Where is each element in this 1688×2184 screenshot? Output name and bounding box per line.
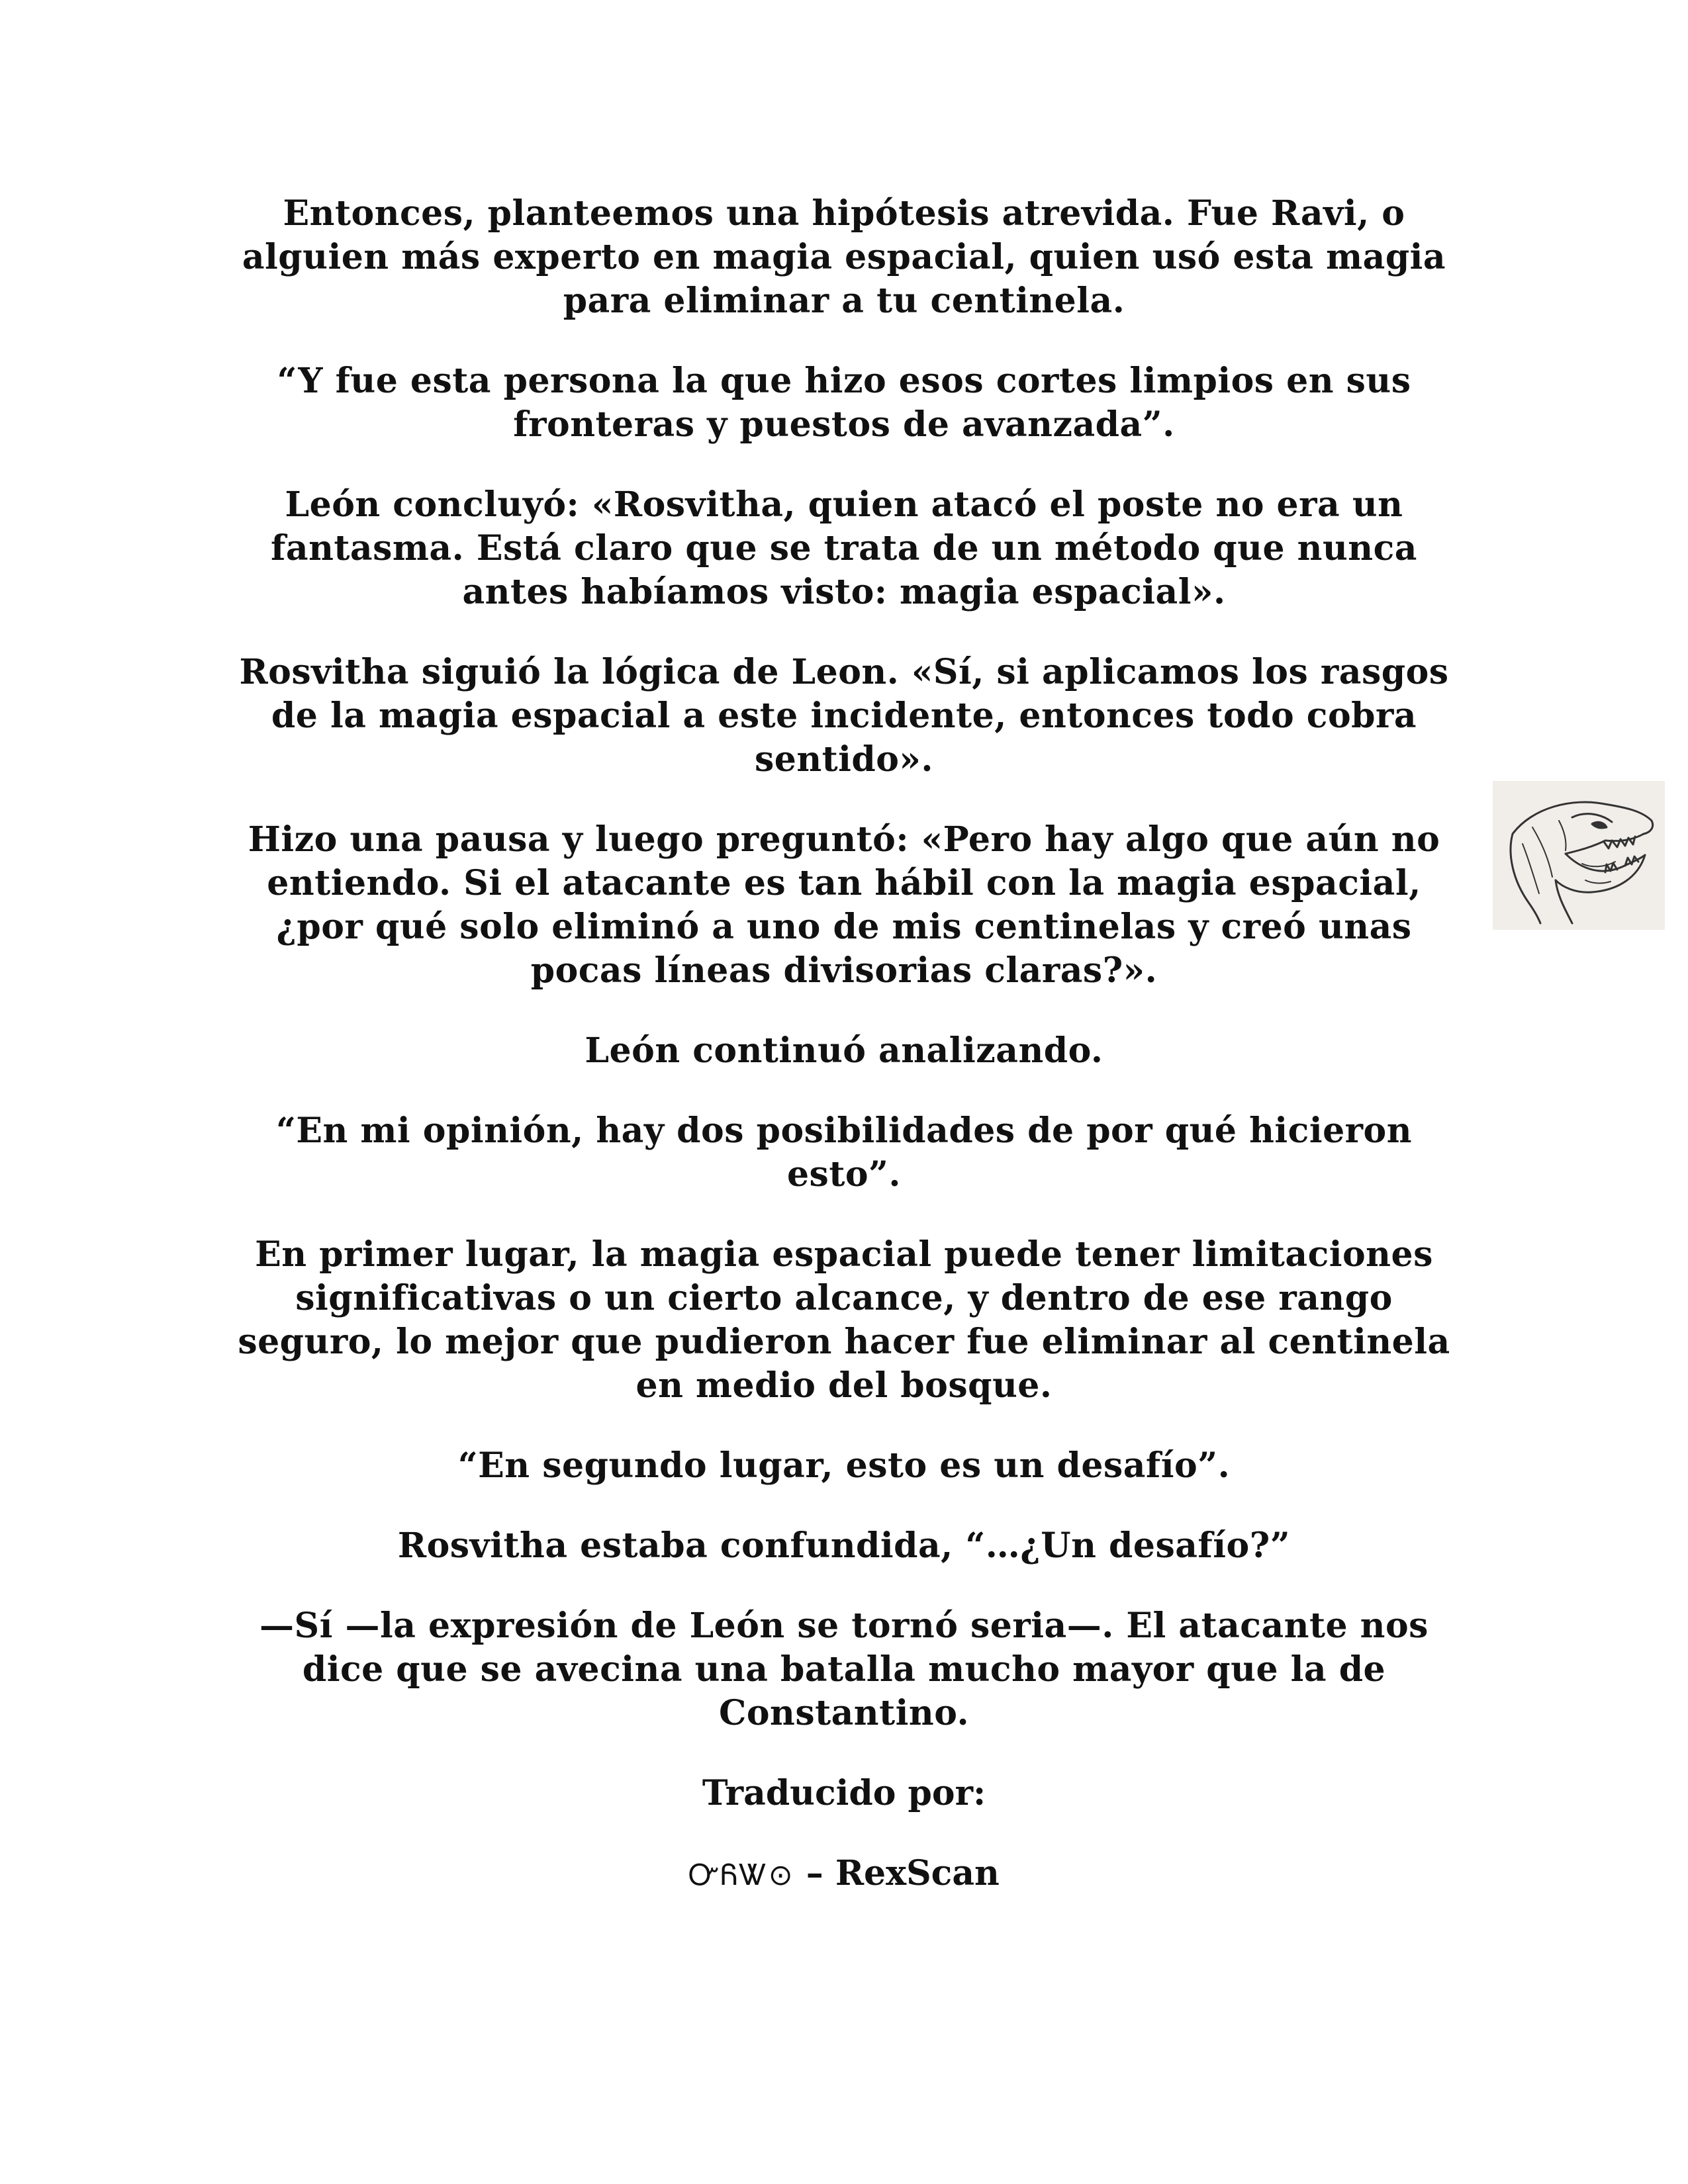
paragraph: Rosvitha estaba confundida, “…¿Un desafío?” bbox=[397, 1525, 1291, 1566]
paragraph: “Y fue esta persona la que hizo esos cortes limpios en sus fronteras y puestos de avanzada”. bbox=[277, 361, 1411, 445]
paragraph: —Sí —la expresión de León se tornó seria—. El atacante nos dice que se avecina una batalla mucho mayor que la de Constantino. bbox=[259, 1606, 1429, 1733]
paragraph: Hizo una pausa y luego preguntó: «Pero hay algo que aún no entiendo. Si el atacante es tan hábil con la magia espacial, ¿por qué solo eliminó a uno de mis centinelas y creó unas pocas líneas divisorias claras?». bbox=[248, 819, 1440, 991]
paragraph: En primer lugar, la magia espacial puede tener limitaciones significativas o un cierto alcance, y dentro de ese rango seguro, lo mejor que pudieron hacer fue eliminar al centinela en medio del bosque. bbox=[238, 1234, 1450, 1406]
translator-name: ᏅᏲᏔ⊙ bbox=[688, 1858, 794, 1892]
credits-line bbox=[225, 1852, 1463, 1897]
paragraph: “En segundo lugar, esto es un desafío”. bbox=[457, 1445, 1231, 1486]
paragraph: León continuó analizando. bbox=[585, 1030, 1103, 1071]
paragraph: “En mi opinión, hay dos posibilidades de por qué hicieron esto”. bbox=[275, 1111, 1413, 1195]
credits-heading: Traducido por: bbox=[702, 1773, 986, 1813]
paragraph: León concluyó: «Rosvitha, quien atacó el poste no era un fantasma. Está claro que se trata de un método que nunca antes habíamos visto: magia espacial». bbox=[271, 484, 1417, 612]
credits-separator: – bbox=[794, 1853, 835, 1893]
paragraph: Rosvitha siguió la lógica de Leon. «Sí, si aplicamos los rasgos de la magia espacial a este incidente, entonces todo cobra sentido». bbox=[239, 652, 1449, 780]
scan-group-name: RexScan bbox=[835, 1853, 1000, 1893]
chapter-text bbox=[225, 192, 1463, 1897]
paragraph: Entonces, planteemos una hipótesis atrevida. Fue Ravi, o alguien más experto en magia espacial, quien usó esta magia para eliminar a tu centinela. bbox=[242, 193, 1446, 321]
dinosaur-head-sketch-icon bbox=[1493, 781, 1665, 930]
